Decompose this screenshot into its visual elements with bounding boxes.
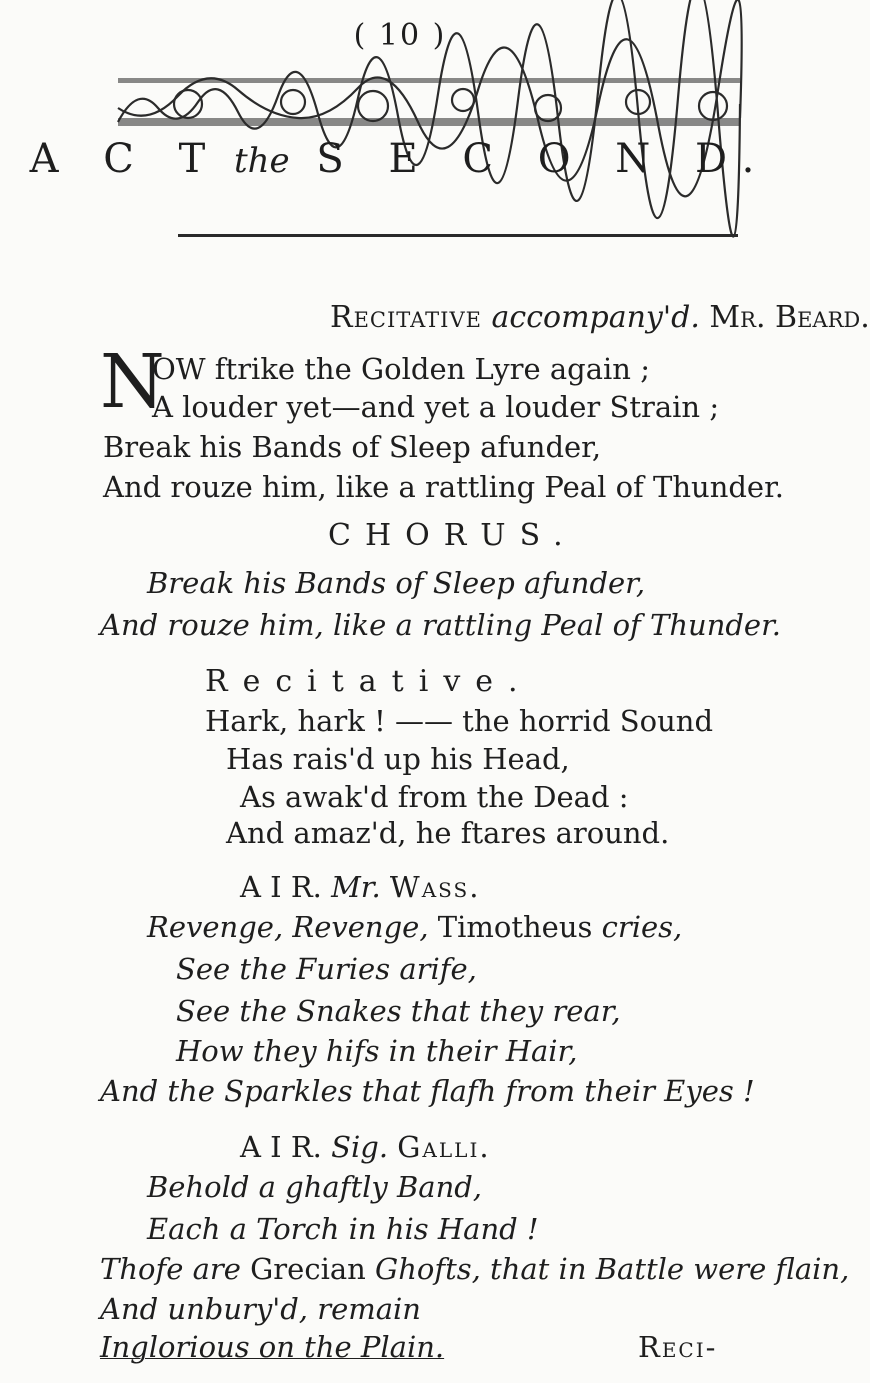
- air2-line: [100, 1252, 849, 1286]
- catchword: Reci-: [638, 1330, 718, 1364]
- air-line: How they hifs in their Hair,: [176, 1034, 578, 1068]
- chorus-line: And rouze him, like a rattling Peal of Thunder.: [100, 608, 781, 642]
- act-heading-second: S E C O N D.: [316, 136, 771, 182]
- verse-line: Hark, hark ! —— the horrid Sound: [205, 704, 714, 738]
- air2-line: And unbury'd, remain: [100, 1292, 421, 1326]
- air2-line-italic: Ghofts, that in Battle were flain,: [375, 1252, 850, 1286]
- act-heading-word: A C T: [29, 136, 222, 182]
- divider-rule: [178, 234, 738, 237]
- air2-line-roman: Grecian: [250, 1252, 366, 1286]
- chorus-line: Break his Bands of Sleep afunder,: [147, 566, 646, 600]
- air-line: See the Furies arife,: [176, 952, 477, 986]
- air-line: [147, 910, 682, 944]
- act-heading-the: the: [233, 141, 290, 181]
- air2-line: Each a Torch in his Hand !: [147, 1212, 539, 1246]
- verse-line: A louder yet—and yet a louder Strain ;: [152, 390, 720, 424]
- air2-line: Inglorious on the Plain.: [100, 1330, 445, 1364]
- verse-line: And rouze him, like a rattling Peal of Thunder.: [103, 470, 784, 504]
- recitative2-heading: Recitative.: [205, 664, 533, 699]
- verse-line: Break his Bands of Sleep afunder,: [103, 430, 602, 464]
- air2-heading-label: A I R.: [240, 1130, 322, 1164]
- air-line: See the Snakes that they rear,: [176, 994, 621, 1028]
- air2-line-italic: Thofe are: [100, 1252, 241, 1286]
- air2-singer: Galli.: [397, 1130, 491, 1164]
- verse-line: OW ftrike the Golden Lyre again ;: [152, 352, 650, 386]
- air-line-italic: Revenge, Revenge,: [147, 910, 429, 944]
- air-line-italic: cries,: [601, 910, 683, 944]
- recitative-singer: Mr. Beard.: [709, 300, 870, 335]
- air2-heading: [240, 1130, 491, 1164]
- ornamental-headpiece: [118, 78, 740, 130]
- air-heading-label: A I R.: [240, 870, 322, 904]
- verse-line: And amaz'd, he ftares around.: [226, 816, 670, 850]
- act-heading: [0, 136, 800, 182]
- verse-line: As awak'd from the Dead :: [240, 780, 629, 814]
- air2-heading-title: Sig.: [331, 1130, 389, 1164]
- recitative-heading-label: Recitative: [330, 300, 482, 335]
- air-singer: Wass.: [389, 870, 481, 904]
- recitative-heading-accompanied: accompany'd.: [491, 300, 700, 335]
- recitative-heading: [330, 300, 870, 335]
- air-heading: [240, 870, 480, 904]
- chorus-heading: CHORUS.: [328, 518, 577, 553]
- air2-line: Behold a ghaftly Band,: [147, 1170, 483, 1204]
- verse-line: Has rais'd up his Head,: [226, 742, 570, 776]
- air-line: And the Sparkles that flafh from their Eyes !: [100, 1074, 755, 1108]
- page-number: ( 10 ): [353, 18, 447, 53]
- air-heading-title: Mr.: [331, 870, 381, 904]
- air-line-roman: Timotheus: [437, 910, 593, 944]
- drop-cap: N: [100, 339, 165, 425]
